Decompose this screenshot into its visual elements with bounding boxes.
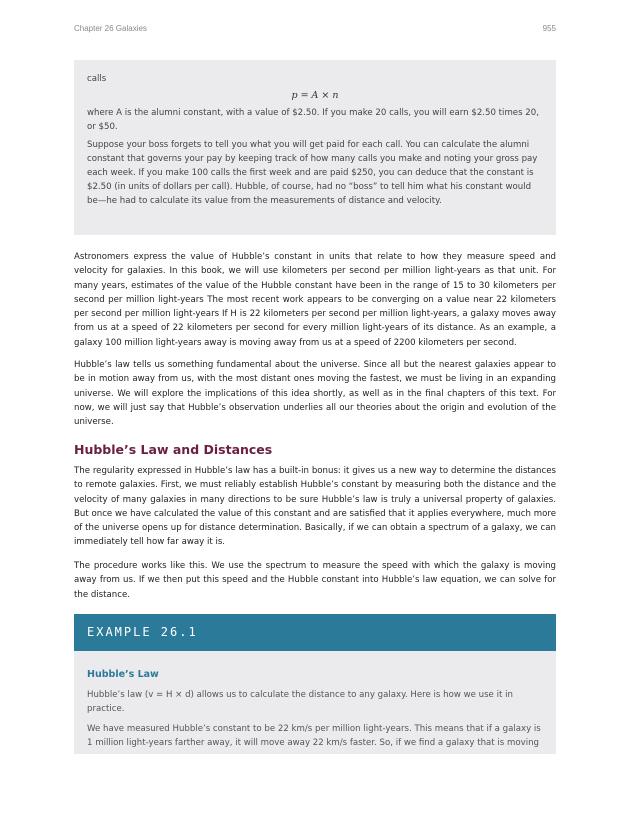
example-header: EXAMPLE 26.1: [74, 614, 556, 651]
alumni-constant-box: [74, 60, 556, 235]
page-number: 955: [542, 24, 556, 33]
section-heading: Hubble’s Law and Distances: [74, 442, 273, 457]
pay-equation: p = A × n: [291, 90, 339, 101]
running-header: [74, 24, 556, 33]
chapter-title: Chapter 26 Galaxies: [74, 24, 147, 33]
paragraph-hubble-units: Astronomers express the value of Hubble’s constant in units that relate to how they measure speed and velocity for galaxies. In this book, we will use kilometers per second per million light-years as that unit. For many years, estimates of the value of the Hubble constant have been in the range of 15 to 30 kilometers per second per million light-years The most recent work appears to be converging on a value near 22 kilometers per second per million light-years If H is 22 kilometers per second per million light-years, a galaxy moves away from us at a speed of 22 kilometers per second for every million light-years of its distance. As an example, a galaxy 100 million light-years away is moving away from us at a speed of 2200 kilometers per second.: [74, 252, 556, 348]
example-paragraph-1: Hubble’s law (v = H × d) allows us to calculate the distance to any galaxy. Here is how we use it in practice.: [87, 690, 513, 714]
paragraph-expanding-universe: Hubble’s law tells us something fundamental about the universe. Since all but the nearest galaxies appear to be in motion away from us, with the most distant ones moving the fastest, we must be living in an expanding universe. We will explore the implications of this idea shortly, as well as in the final chapters of this text. For now, we will just say that Hubble’s observation underlies all our theories about the origin and evolution of the universe.: [74, 360, 556, 428]
paragraph-procedure: The procedure works like this. We use the spectrum to measure the speed with which the galaxy is moving away from us. If we then put this speed and the Hubble constant into Hubble’s law equation, we can solve for the distance.: [74, 561, 556, 600]
box-paragraph-1: where A is the alumni constant, with a value of $2.50. If you make 20 calls, you will earn $2.50 times 20, or $50.: [87, 108, 539, 132]
example-subtitle: Hubble’s Law: [87, 669, 159, 680]
example-box: [74, 651, 556, 754]
box-calls-text: calls: [87, 74, 107, 84]
box-paragraph-2: Suppose your boss forgets to tell you what you will get paid for each call. You can calculate the alumni constant that governs your pay by keeping track of how many calls you make and noting your gross pay each week. If you make 100 calls the first week and are paid $250, you can deduce that the constant is $2.50 (in units of dollars per call). Hubble, of course, had no “boss” to tell him what his constant would be—he had to calculate its value from the measurements of distance and velocity.: [87, 140, 538, 206]
example-paragraph-2: We have measured Hubble’s constant to be 22 km/s per million light-years. This means that if a galaxy is 1 million light-years farther away, it will move away 22 km/s faster. So, if we find a galaxy that is moving: [87, 724, 541, 748]
paragraph-distance-bonus: The regularity expressed in Hubble’s law has a built-in bonus: it gives us a new way to determine the distances to remote galaxies. First, we must reliably establish Hubble’s constant by measuring both the distance and the velocity of many galaxies in many directions to be sure Hubble’s law is truly a universal property of galaxies. But once we have calculated the value of this constant and are satisfied that it applies everywhere, much more of the universe opens up for distance determination. Basically, if we can obtain a spectrum of a galaxy, we can immediately tell how far away it is.: [74, 466, 556, 548]
